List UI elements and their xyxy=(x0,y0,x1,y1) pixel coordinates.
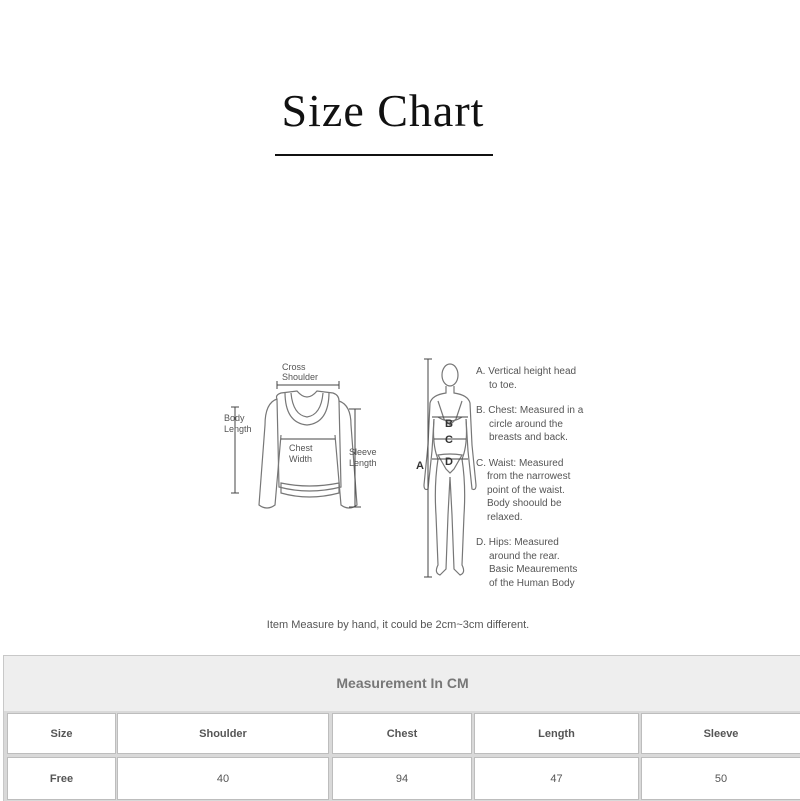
body-length-label-1: Body xyxy=(224,413,245,423)
figure-label-b: B xyxy=(445,418,453,430)
body-length-label-2: Length xyxy=(224,424,252,434)
chest-width-label-1: Chest xyxy=(289,443,313,453)
sleeve-length-label-1: Sleeve xyxy=(349,447,377,457)
cross-shoulder-label-2: Shoulder xyxy=(282,372,319,382)
table-cell-sleeve: 50 xyxy=(641,757,800,800)
cross-shoulder-label-1: Cross xyxy=(282,362,306,372)
chest-width-label-2: Width xyxy=(289,454,313,464)
title-underline xyxy=(275,154,493,156)
table-header-length: Length xyxy=(474,713,639,754)
figure-label-a: A xyxy=(416,460,424,472)
table-cell-length: 47 xyxy=(474,757,639,800)
table-header-size: Size xyxy=(7,713,116,754)
table-header-sleeve: Sleeve xyxy=(641,713,800,754)
size-table xyxy=(3,655,800,801)
legend-item-d: D. Hips: Measured around the rear. Basic Meaurements of the Human Body xyxy=(476,537,578,589)
measurement-note: Item Measure by hand, it could be 2cm~3cm different. xyxy=(266,619,530,631)
sweater-diagram xyxy=(215,355,395,515)
measurement-legend xyxy=(476,365,596,602)
body-figure-diagram xyxy=(410,355,480,585)
table-caption: Measurement In CM xyxy=(4,656,800,711)
table-cell-chest: 94 xyxy=(332,757,472,800)
table-header-chest: Chest xyxy=(332,713,472,754)
table-cell-shoulder: 40 xyxy=(117,757,329,800)
sleeve-length-label-2: Length xyxy=(349,458,377,468)
figure-label-c: C xyxy=(445,434,453,446)
table-header-shoulder: Shoulder xyxy=(117,713,329,754)
page-title: Size Chart xyxy=(281,85,485,136)
table-cell-size: Free xyxy=(7,757,116,800)
legend-item-b: B. Chest: Measured in a circle around the breasts and back. xyxy=(476,405,584,443)
figure-label-d: D xyxy=(445,456,453,468)
legend-item-c: C. Waist: Measured from the narrowest point of the waist. Body shoould be relaxed. xyxy=(476,457,571,523)
legend-item-a: A. Vertical height head to toe. xyxy=(476,366,577,391)
